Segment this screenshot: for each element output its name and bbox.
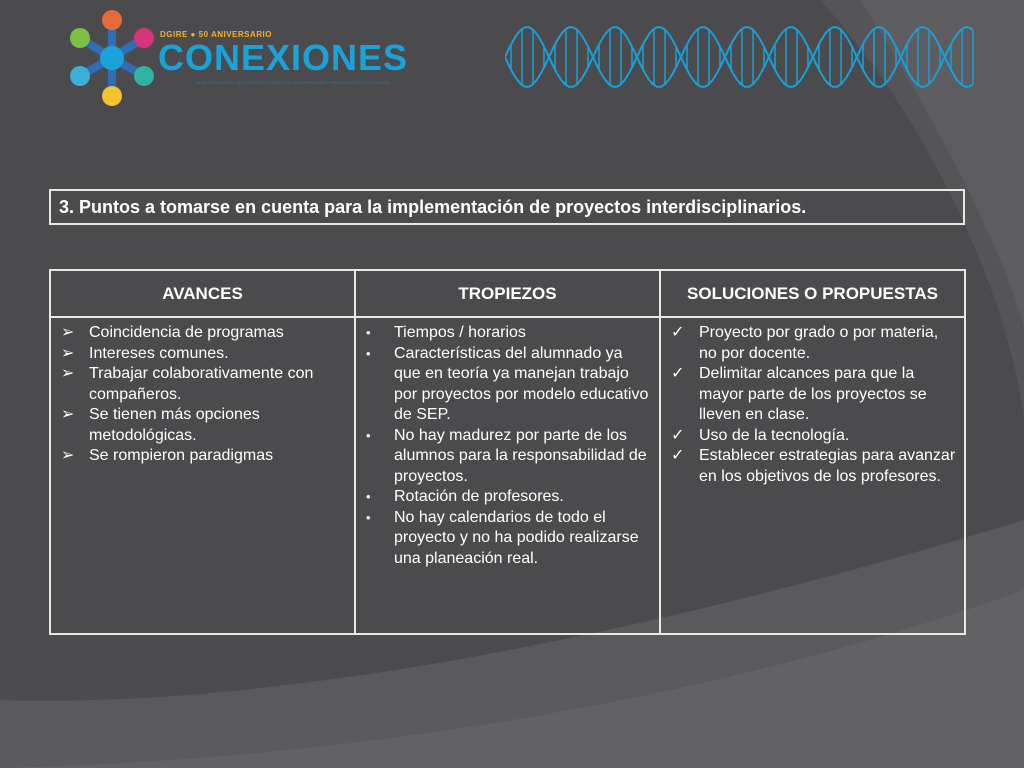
list-item: ✓ Establecer estrategias para avanzar en los objetivos de los profesores. [671, 447, 956, 485]
soluciones-list [667, 323, 958, 487]
network-emblem-icon [62, 8, 162, 108]
dot-bullet-icon: • [366, 427, 371, 443]
tropiezos-cell [355, 317, 660, 634]
checkmark-bullet-icon: ✓ [671, 447, 685, 464]
dot-bullet-icon: • [366, 489, 371, 504]
list-item: • No hay madurez por parte de los alumnos para la responsabilidad de proyectos. [366, 426, 647, 485]
list-item: ✓ Proyecto por grado o por materia, no por docente. [671, 324, 939, 362]
list-item: ➢ Intereses comunes. [57, 344, 348, 365]
conexiones-logo [62, 8, 409, 108]
soluciones-cell [660, 317, 965, 634]
arrow-bullet-icon: ➢ [61, 447, 75, 464]
dot-bullet-icon: • [366, 325, 371, 340]
logo-tagline: LA REVISTA DIGITAL DE DIRECCIÓN GENERAL DE INCORPORACIÓN Y REVALIDACIÓN DE ESTUDIOS [196, 80, 390, 85]
column-header-avances: AVANCES [50, 270, 355, 317]
arrow-bullet-icon: ➢ [61, 406, 75, 423]
tropiezos-list [362, 323, 653, 569]
checkmark-bullet-icon: ✓ [671, 426, 685, 444]
column-header-soluciones: SOLUCIONES O PROPUESTAS [660, 270, 965, 317]
list-item: • Rotación de profesores. [362, 487, 653, 508]
dot-bullet-icon: • [366, 345, 371, 361]
list-item: ➢ Se tienen más opciones metodológicas. [61, 406, 260, 444]
arrow-bullet-icon: ➢ [61, 365, 75, 382]
dot-bullet-icon: • [366, 509, 371, 525]
list-item: • Características del alumnado ya que en teoría ya manejan trabajo por proyectos por modelo educativo de SEP. [366, 344, 649, 423]
dna-banner-decoration [505, 18, 975, 96]
list-item: ➢ Se rompieron paradigmas [57, 446, 348, 467]
avances-list [57, 323, 348, 467]
logo-title: CONEXIONES [158, 37, 409, 78]
list-item: ➢ Trabajar colaborativamente con compañeros. [61, 365, 314, 403]
section-heading: 3. Puntos a tomarse en cuenta para la implementación de proyectos interdisciplinarios. [49, 189, 965, 225]
avances-cell [50, 317, 355, 634]
list-item: ➢ Coincidencia de programas [57, 323, 348, 344]
checkmark-bullet-icon: ✓ [671, 365, 685, 382]
arrow-bullet-icon: ➢ [61, 344, 75, 362]
comparison-table [49, 269, 966, 635]
table-header-row [50, 270, 965, 317]
checkmark-bullet-icon: ✓ [671, 324, 685, 341]
list-item: • No hay calendarios de todo el proyecto y no ha podido realizarse una planeación real. [366, 508, 639, 567]
list-item: ✓ Uso de la tecnología. [667, 426, 958, 447]
logo-subtitle: DGIRE ● 50 ANIVERSARIO [160, 30, 272, 39]
list-item: ✓ Delimitar alcances para que la mayor parte de los proyectos se lleven en clase. [671, 365, 927, 423]
arrow-bullet-icon: ➢ [61, 324, 75, 341]
list-item: • Tiempos / horarios [362, 323, 653, 344]
column-header-tropiezos: TROPIEZOS [355, 270, 660, 317]
table-row [50, 317, 965, 634]
